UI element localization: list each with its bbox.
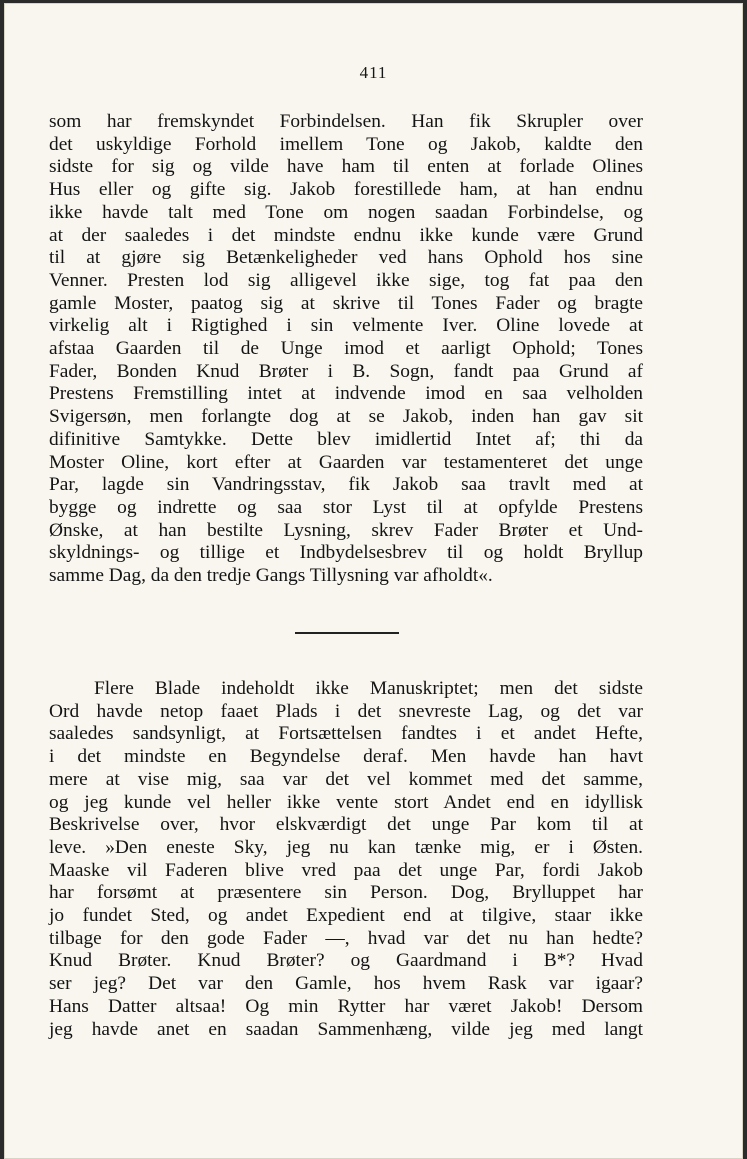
text-line: Flere Blade indeholdt ikke Manuskriptet; men det sidste <box>94 678 643 699</box>
text-line: til at gjøre sig Betænkeligheder ved hans Ophold hos sine <box>49 247 643 269</box>
text-line: gamle Moster, paatog sig at skrive til Tones Fader og bragte <box>49 292 643 314</box>
text-line: Hans Datter altsaa! Og min Rytter har været Jakob! Dersom <box>49 995 643 1017</box>
text-line: tilbage for den gode Fader —, hvad var det nu han hedte? <box>49 927 643 949</box>
text-line: Ønske, at han bestilte Lysning, skrev Fader Brøter et Und- <box>49 519 643 541</box>
text-line: leve. »Den eneste Sky, jeg nu kan tænke mig, er i Østen. <box>49 836 643 858</box>
text-line: Par, lagde sin Vandringsstav, fik Jakob saa travlt med at <box>49 474 643 496</box>
paragraph-2 <box>49 678 643 1041</box>
text-line: Beskrivelse over, hvor elskværdigt det unge Par kom til at <box>49 814 643 836</box>
text-line: og jeg kunde vel heller ikke vente stort Andet end en idyllisk <box>49 791 643 813</box>
text-line: Maaske vil Faderen blive vred paa det unge Par, fordi Jakob <box>49 859 643 881</box>
text-line: skyldnings- og tillige et Indbydelsesbrev til og holdt Bryllup <box>49 542 643 564</box>
text-line: sidste for sig og vilde have ham til enten at forlade Olines <box>49 156 643 178</box>
text-line: mere at vise mig, saa var det vel kommet med det samme, <box>49 768 643 790</box>
text-line: Venner. Presten lod sig alligevel ikke sige, tog fat paa den <box>49 269 643 291</box>
text-line: samme Dag, da den tredje Gangs Tillysning var afholdt«. <box>49 565 493 587</box>
section-divider <box>295 632 399 634</box>
text-line: jeg havde anet en saadan Sammenhæng, vilde jeg med langt <box>49 1018 643 1040</box>
text-line: Knud Brøter. Knud Brøter? og Gaardmand i B*? Hvad <box>49 950 643 972</box>
text-line: at der saaledes i det mindste endnu ikke kunde være Grund <box>49 224 643 246</box>
text-line: saaledes sandsynligt, at Fortsættelsen fandtes i et andet Hefte, <box>49 723 643 745</box>
text-line: som har fremskyndet Forbindelsen. Han fik Skrupler over <box>49 111 643 132</box>
text-line: Moster Oline, kort efter at Gaarden var testamenteret det unge <box>49 451 643 473</box>
text-line: difinitive Samtykke. Dette blev imidlertid Intet af; thi da <box>49 428 643 450</box>
text-line: Fader, Bonden Knud Brøter i B. Sogn, fandt paa Grund af <box>49 360 643 382</box>
page-number: 411 <box>359 63 388 82</box>
text-line: Hus eller og gifte sig. Jakob forestillede ham, at han endnu <box>49 179 643 201</box>
text-line: det uskyldige Forhold imellem Tone og Jakob, kaldte den <box>49 133 643 155</box>
text-line: afstaa Gaarden til de Unge imod et aarligt Ophold; Tones <box>49 338 643 360</box>
text-line: Svigersøn, men forlangte dog at se Jakob, inden han gav sit <box>49 406 643 428</box>
text-line: i det mindste en Begyndelse deraf. Men havde han havt <box>49 746 643 768</box>
text-line: har forsømt at præsentere sin Person. Dog, Brylluppet har <box>49 882 643 904</box>
text-line: Prestens Fremstilling intet at indvende imod en saa velholden <box>49 383 643 405</box>
paragraph-1 <box>49 111 643 588</box>
book-page <box>4 3 743 1159</box>
text-line: Ord havde netop faaet Plads i det snevreste Lag, og det var <box>49 700 643 722</box>
text-line: ser jeg? Det var den Gamle, hos hvem Rask var igaar? <box>49 973 643 995</box>
text-line: ikke havde talt med Tone om nogen saadan Forbindelse, og <box>49 201 643 223</box>
text-line: bygge og indrette og saa stor Lyst til at opfylde Prestens <box>49 496 643 518</box>
text-line: jo fundet Sted, og andet Expedient end at tilgive, staar ikke <box>49 905 643 927</box>
text-line: virkelig alt i Rigtighed i sin velmente Iver. Oline lovede at <box>49 315 643 337</box>
